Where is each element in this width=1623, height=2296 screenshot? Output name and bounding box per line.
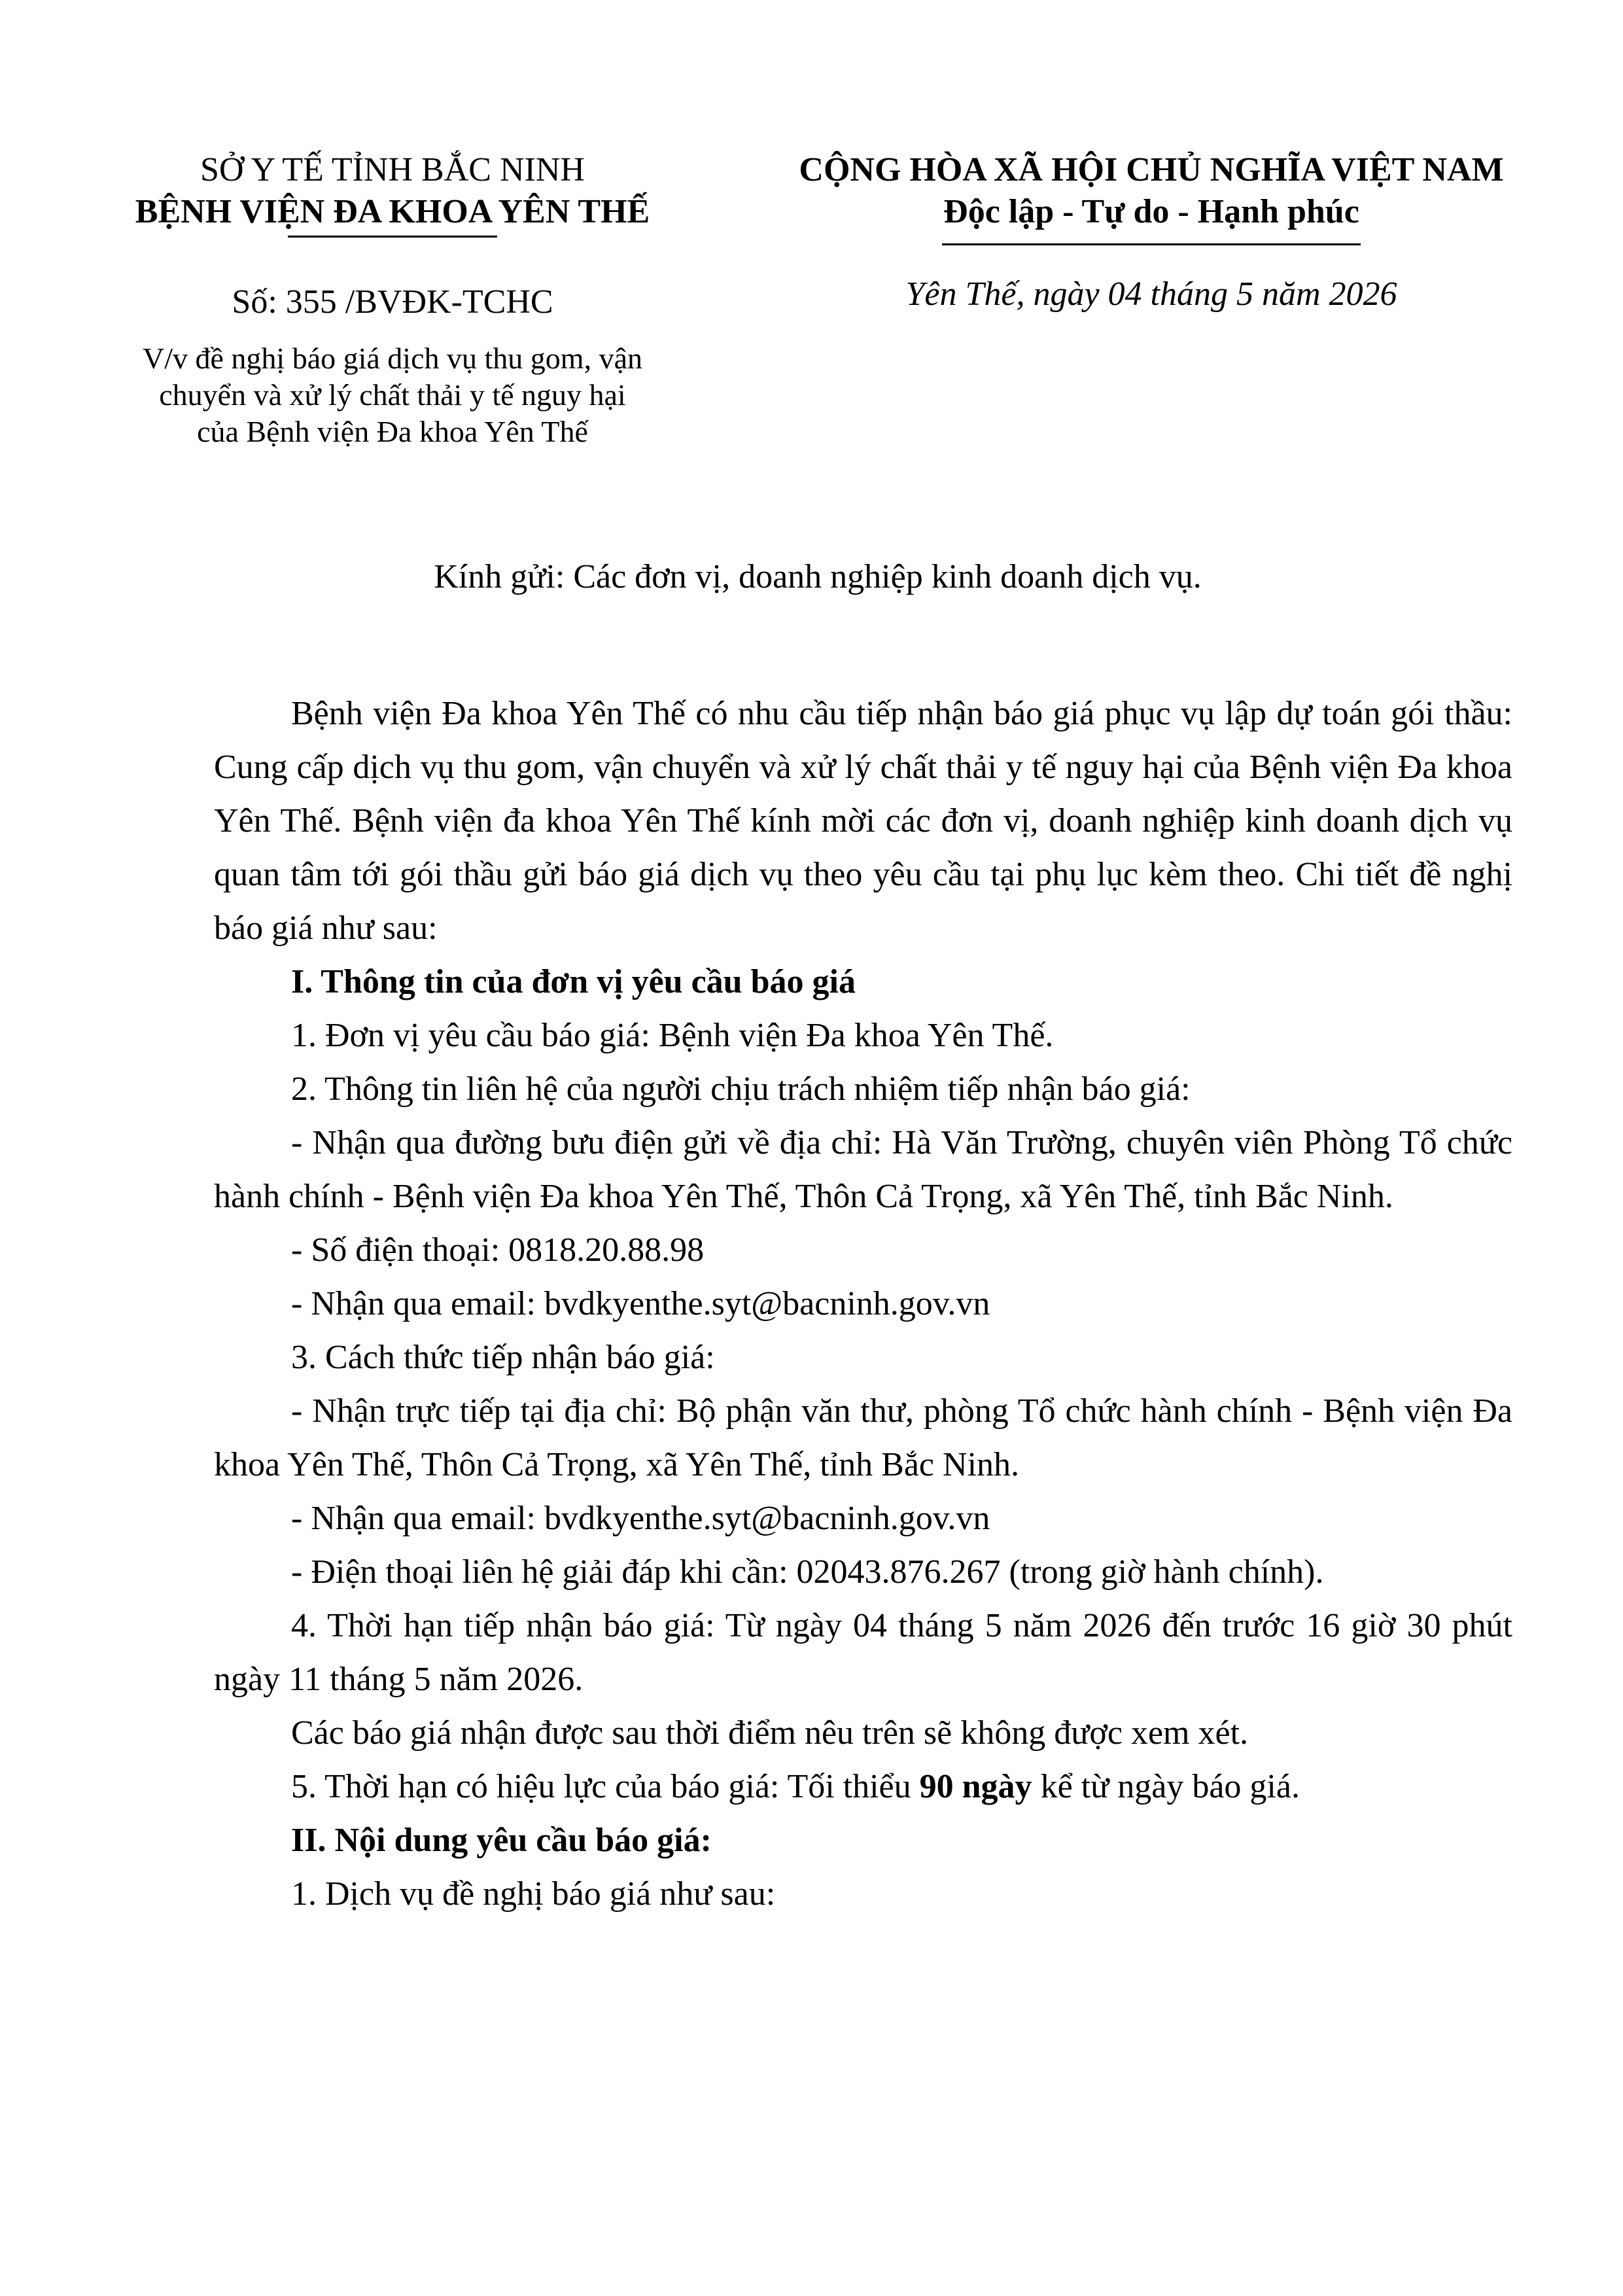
issuer-underline [288,236,497,238]
motto-underline [942,243,1361,245]
phone-line: - Số điện thoại: 0818.20.88.98 [291,1231,705,1269]
list-item: 2. Thông tin liên hệ của người chịu trách nhiệm tiếp nhận báo giá: [291,1070,1191,1108]
subject-line: chuyển và xử lý chất thải y tế nguy hại [159,378,626,412]
list-item: 1. Đơn vị yêu cầu báo giá: Bệnh viện Đa khoa Yên Thế. [291,1017,1054,1054]
document-date: Yên Thế, ngày 04 tháng 5 năm 2026 [905,275,1397,313]
national-header [746,149,1557,233]
country-name: CỘNG HÒA XÃ HỘI CHỦ NGHĨA VIỆT NAM [799,151,1504,188]
section-heading: II. Nội dung yêu cầu báo giá: [291,1822,712,1859]
validity-suffix: kể từ ngày báo giá. [1032,1768,1300,1805]
email-line: - Nhận qua email: bvdkyenthe.syt@bacninh.gov.vn [291,1285,990,1322]
subject-line: V/v đề nghị báo giá dịch vụ thu gom, vận [143,342,642,375]
validity-item [214,1760,1512,1814]
list-item: 3. Cách thức tiếp nhận báo giá: [291,1339,715,1376]
postal-address: - Nhận qua đường bưu điện gửi về địa chỉ: Hà Văn Trường, chuyên viên Phòng Tổ chức hành chính - Bệnh viện Đa khoa Yên Thế, Thôn Cả Trọng, xã Yên Thế, tỉnh Bắc Ninh. [214,1124,1512,1215]
document-subject [131,340,654,450]
deadline-note: Các báo giá nhận được sau thời điểm nêu trên sẽ không được xem xét. [291,1714,1249,1752]
subject-line: của Bệnh viện Đa khoa Yên Thế [197,415,588,448]
hospital-name: BỆNH VIỆN ĐA KHOA YÊN THẾ [135,193,650,230]
validity-days: 90 ngày [919,1768,1032,1805]
agency-name: SỞ Y TẾ TỈNH BẮC NINH [200,151,585,188]
email-line: - Nhận qua email: bvdkyenthe.syt@bacninh.gov.vn [291,1500,990,1537]
validity-prefix: 5. Thời hạn có hiệu lực của báo giá: Tối thiểu [291,1768,920,1805]
phone-line: - Điện thoại liên hệ giải đáp khi cần: 02043.876.267 (trong giờ hành chính). [291,1553,1324,1591]
deadline-item: 4. Thời hạn tiếp nhận báo giá: Từ ngày 04 tháng 5 năm 2026 đến trước 16 giờ 30 phút ngày 11 tháng 5 năm 2026. [214,1607,1512,1698]
national-motto: Độc lập - Tự do - Hạnh phúc [943,193,1359,230]
document-body [214,687,1512,1921]
intro-paragraph: Bệnh viện Đa khoa Yên Thế có nhu cầu tiếp nhận báo giá phục vụ lập dự toán gói thầu: Cung cấp dịch vụ thu gom, vận chuyển và xử lý chất thải y tế nguy hại của Bệnh viện Đa khoa Yên Thế. Bệnh viện đa khoa Yên Thế kính mời các đơn vị, doanh nghiệp kinh doanh dịch vụ quan tâm tới gói thầu gửi báo giá dịch vụ theo yêu cầu tại phụ lục kèm theo. Chi tiết đề nghị báo giá như sau: [214,695,1512,947]
list-item: 1. Dịch vụ đề nghị báo giá như sau: [291,1875,776,1913]
direct-address: - Nhận trực tiếp tại địa chỉ: Bộ phận văn thư, phòng Tổ chức hành chính - Bệnh viện Đa khoa Yên Thế, Thôn Cả Trọng, xã Yên Thế, tỉnh Bắc Ninh. [214,1392,1512,1483]
section-heading: I. Thông tin của đơn vị yêu cầu báo giá [291,963,856,1000]
issuer-block [131,149,654,233]
document-number: Số: 355 /BVĐK-TCHC [232,283,553,321]
salutation: Kính gửi: Các đơn vị, doanh nghiệp kinh doanh dịch vụ. [434,558,1202,595]
